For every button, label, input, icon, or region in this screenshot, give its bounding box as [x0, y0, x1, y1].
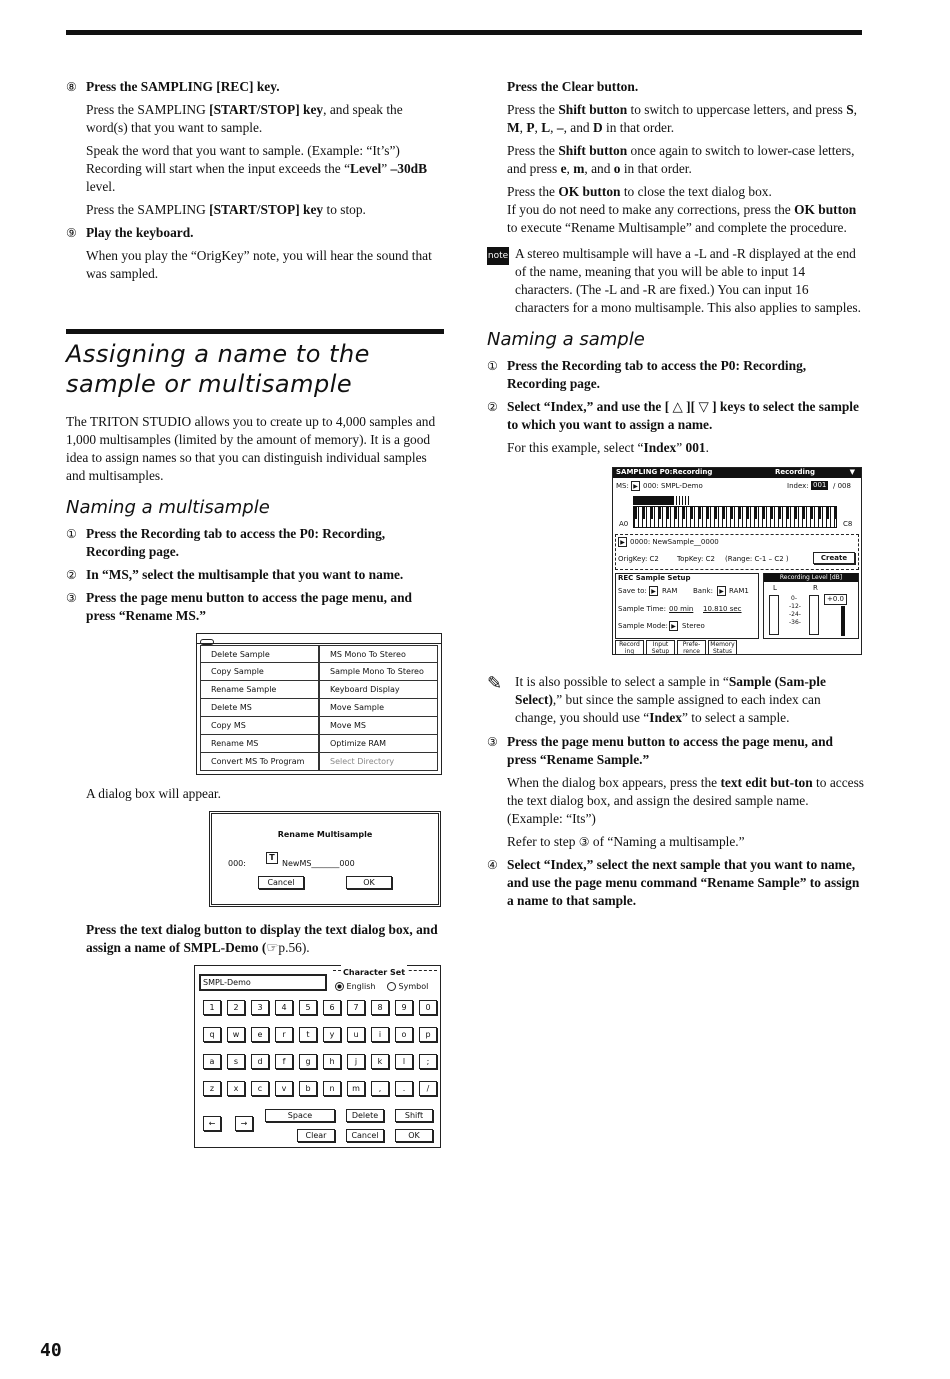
radio-selected-icon: [335, 982, 344, 991]
key-m[interactable]: m: [347, 1081, 365, 1096]
stereo[interactable]: Stereo: [682, 622, 705, 630]
meter-L: [769, 595, 779, 635]
text-dialog-step: Press the text dialog button to display the text dialog box, and assign a name of SMPL-Demo (☞p.56).: [86, 922, 438, 955]
note-icon: note: [487, 247, 509, 265]
screen-title-bar: SAMPLING P0:Recording Recording ▼: [613, 468, 861, 478]
ms-step-3: ③ Press the page menu button to access the page menu, and press “Rename MS.”: [66, 590, 412, 623]
key-t[interactable]: t: [299, 1027, 317, 1042]
key-k[interactable]: k: [371, 1054, 389, 1069]
page-tabs: [613, 640, 861, 655]
key-n[interactable]: n: [323, 1081, 341, 1096]
play-icon[interactable]: ▶: [649, 586, 658, 596]
meter-R: [809, 595, 819, 635]
pencil-icon: ✎: [487, 673, 503, 693]
shift-key[interactable]: Shift: [395, 1109, 433, 1122]
step-9: [66, 224, 444, 242]
play-icon[interactable]: ▶: [717, 586, 726, 596]
sec-value[interactable]: 10.810 sec: [703, 605, 742, 613]
key-i[interactable]: i: [371, 1027, 389, 1042]
page-menu-grid: [197, 644, 441, 774]
sample-time-label: Sample Time:: [618, 605, 666, 613]
rename-multisample-dialog: [209, 811, 441, 907]
left-column: [66, 78, 444, 1148]
saveto-label: Save to:: [618, 587, 647, 595]
text-dialog-keyboard: [194, 965, 441, 1148]
page-tab[interactable]: Prefe- rence: [677, 640, 706, 655]
paragraph: For this example, select “Index” 001.: [507, 440, 709, 455]
recording-page-screenshot: SAMPLING P0:Recording Recording ▼ MS: ▶ 000: SMPL-Demo Index: 001 / 008 A0 C8 ▶ 0000: NewSample__0000 OrigKey: C2 TopKey: C2 (Range: C-1 – C2 ) Create REC Sample Setup Save to: ▶ RAM Bank: ▶ RAM1 Sample Time: 00 min 10.810 sec Sample Mode: ▶ Stereo Recording Level [dB] L R 0- -12- -24- -36- +0.0 Record ing Input Setup Prefe- rence Memory Status: [612, 467, 862, 655]
paragraph: Press the OK button to close the text dialog box.: [507, 184, 772, 199]
sample-name[interactable]: 0000: NewSample__0000: [630, 538, 719, 546]
paragraph: Press the SAMPLING [START/STOP] key, and speak the word(s) that you want to sample.: [86, 102, 403, 135]
ok-key[interactable]: OK: [395, 1129, 433, 1142]
delete-key[interactable]: Delete: [346, 1109, 384, 1122]
paragraph: If you do not need to make any corrections, press the OK button to execute “Rename Multisample” and complete the procedure.: [507, 202, 857, 235]
page-tab[interactable]: Recording: [775, 468, 815, 476]
step-title: Press the SAMPLING [REC] key.: [86, 79, 280, 94]
key-s[interactable]: s: [227, 1054, 245, 1069]
key-b[interactable]: b: [299, 1081, 317, 1096]
play-icon[interactable]: ▶: [669, 621, 678, 631]
a0-label: A0: [619, 520, 629, 528]
key-,[interactable]: ,: [371, 1081, 389, 1096]
symbol-radio[interactable]: Symbol: [387, 978, 428, 996]
origkey[interactable]: OrigKey: C2: [618, 555, 659, 563]
top-rule: [66, 30, 862, 35]
key-.[interactable]: .: [395, 1081, 413, 1096]
paragraph: A dialog box will appear.: [86, 786, 221, 801]
keyboard-display: [633, 496, 837, 530]
key-r[interactable]: r: [275, 1027, 293, 1042]
key-w[interactable]: w: [227, 1027, 245, 1042]
page-tab[interactable]: Memory Status: [708, 640, 737, 655]
dialog-index: 000:: [228, 859, 246, 868]
topkey[interactable]: TopKey: C2: [677, 555, 715, 563]
menu-item[interactable]: Rename MS: [200, 735, 319, 753]
bank-label: Bank:: [693, 587, 713, 595]
play-icon[interactable]: ▶: [631, 481, 640, 491]
key-;[interactable]: ;: [419, 1054, 437, 1069]
paragraph: Press the Shift button to switch to uppercase letters, and press S, M, P, L, –, and D in that order.: [507, 102, 858, 135]
index-total: / 008: [833, 482, 851, 490]
subheading-multisample: Naming a multisample: [66, 497, 270, 518]
menu-item[interactable]: Optimize RAM: [319, 735, 438, 753]
right-column: [487, 78, 865, 915]
ms-step-2: ② In “MS,” select the multisample that you want to name.: [66, 567, 404, 582]
key-d[interactable]: d: [251, 1054, 269, 1069]
radio-empty-icon: [387, 982, 396, 991]
key-3[interactable]: 3: [251, 1000, 269, 1015]
dropdown-icon[interactable]: ▼: [849, 468, 855, 476]
paragraph: Recording will start when the input exceeds the “Level” –30dB level.: [86, 161, 428, 194]
range: (Range: C-1 – C2 ): [725, 555, 789, 563]
ram[interactable]: RAM: [662, 587, 678, 595]
cancel-button[interactable]: Cancel: [258, 876, 304, 889]
menu-item[interactable]: Select Directory: [319, 753, 438, 771]
menu-item[interactable]: MS Mono To Stereo: [319, 645, 438, 663]
key-f[interactable]: f: [275, 1054, 293, 1069]
key-5[interactable]: 5: [299, 1000, 317, 1015]
level-title: Recording Level [dB]: [764, 573, 858, 582]
dialog-title: Rename Multisample: [277, 830, 373, 839]
key-c[interactable]: c: [251, 1081, 269, 1096]
section-rule: [66, 329, 444, 399]
key-7[interactable]: 7: [347, 1000, 365, 1015]
min-value[interactable]: 00 min: [669, 605, 694, 613]
right-arrow-key[interactable]: →: [235, 1116, 253, 1131]
ms-name[interactable]: 000: SMPL-Demo: [643, 482, 703, 490]
level-value[interactable]: +0.0: [824, 594, 847, 605]
text-field[interactable]: SMPL-Demo: [199, 974, 327, 991]
charset-label: Character Set: [341, 964, 407, 982]
clear-key[interactable]: Clear: [297, 1129, 335, 1142]
menu-item[interactable]: Delete Sample: [200, 645, 319, 663]
paragraph: Press the Shift button once again to switch to lower-case letters, and press e, m, and o in that order.: [507, 143, 855, 176]
paragraph: Refer to step ③ of “Naming a multisample.”: [507, 834, 745, 849]
step-number: ⑧: [66, 80, 77, 94]
key-z[interactable]: z: [203, 1081, 221, 1096]
key-u[interactable]: u: [347, 1027, 365, 1042]
menu-item[interactable]: Move Sample: [319, 699, 438, 717]
ms-step-1: ① Press the Recording tab to access the P0: Recording, Recording page.: [66, 526, 386, 559]
index-label: Index:: [787, 482, 809, 490]
english-radio[interactable]: English: [335, 978, 375, 996]
section-heading: Assigning a name to the sample or multisample: [66, 340, 370, 398]
key-y[interactable]: y: [323, 1027, 341, 1042]
page-number: 40: [40, 1340, 62, 1361]
tip-block: [487, 673, 865, 727]
key-v[interactable]: v: [275, 1081, 293, 1096]
key-j[interactable]: j: [347, 1054, 365, 1069]
L-label: L: [773, 584, 777, 592]
intro-paragraph: The TRITON STUDIO allows you to create up to 4,000 samples and 1,000 multisamples (limited by the amount of memory). It is a good idea to assign names so that you can distinguish individual samples and multisamples.: [66, 414, 436, 483]
menu-item[interactable]: Sample Mono To Stereo: [319, 663, 438, 681]
page-tab[interactable]: Record ing: [615, 640, 644, 655]
page-menu-screenshot: [196, 633, 442, 775]
key-9[interactable]: 9: [395, 1000, 413, 1015]
step-title: Play the keyboard.: [86, 225, 194, 240]
key-l[interactable]: l: [395, 1054, 413, 1069]
ms-label: MS:: [616, 482, 629, 490]
sample-step-1: ① Press the Recording tab to access the P0: Recording, Recording page.: [487, 358, 807, 391]
page-tab[interactable]: Input Setup: [646, 640, 675, 655]
tip-text: It is also possible to select a sample in “Sample (Sam-ple Select),” but since the sample assigned to each index can change, you should use “Index” to select a sample.: [515, 674, 826, 725]
text-edit-icon[interactable]: T: [266, 852, 278, 864]
menu-item[interactable]: Delete MS: [200, 699, 319, 717]
menu-item[interactable]: Move MS: [319, 717, 438, 735]
space-key[interactable]: Space: [265, 1109, 335, 1122]
paragraph: When you play the “OrigKey” note, you will hear the sound that was sampled.: [86, 248, 432, 281]
level-slider[interactable]: [841, 606, 845, 636]
subheading-sample: Naming a sample: [487, 329, 645, 350]
key-2[interactable]: 2: [227, 1000, 245, 1015]
key-x[interactable]: x: [227, 1081, 245, 1096]
key-p[interactable]: p: [419, 1027, 437, 1042]
menu-item[interactable]: Copy Sample: [200, 663, 319, 681]
step-number: ⑨: [66, 226, 77, 240]
sample-step-3: ③ Press the page menu button to access the page menu, and press “Rename Sample.”: [487, 734, 833, 767]
index-value[interactable]: 001: [813, 481, 827, 489]
menu-item[interactable]: Keyboard Display: [319, 681, 438, 699]
page-menu-header: [197, 634, 441, 644]
c8-label: C8: [843, 520, 853, 528]
clear-step: Press the Clear button.: [507, 79, 639, 94]
create-button[interactable]: Create: [813, 552, 855, 564]
key-0[interactable]: 0: [419, 1000, 437, 1015]
menu-item[interactable]: Convert MS To Program: [200, 753, 319, 771]
ok-button[interactable]: OK: [346, 876, 392, 889]
paragraph: Speak the word that you want to sample. (Example: “It’s”): [86, 143, 400, 158]
step-8: [66, 78, 444, 96]
R-label: R: [813, 584, 818, 592]
key-g[interactable]: g: [299, 1054, 317, 1069]
left-arrow-key[interactable]: ←: [203, 1116, 221, 1131]
cancel-key[interactable]: Cancel: [346, 1129, 384, 1142]
menu-item[interactable]: Rename Sample: [200, 681, 319, 699]
key-o[interactable]: o: [395, 1027, 413, 1042]
key-/[interactable]: /: [419, 1081, 437, 1096]
key-1[interactable]: 1: [203, 1000, 221, 1015]
menu-item[interactable]: Copy MS: [200, 717, 319, 735]
note-block: [487, 245, 865, 317]
key-q[interactable]: q: [203, 1027, 221, 1042]
key-4[interactable]: 4: [275, 1000, 293, 1015]
sample-step-2: ② Select “Index,” and use the [ △ ][ ▽ ] keys to select the sample to which you want to assign a name.: [487, 399, 859, 432]
key-a[interactable]: a: [203, 1054, 221, 1069]
play-icon[interactable]: ▶: [618, 537, 627, 547]
note-text: A stereo multisample will have a -L and -R displayed at the end of the name, meaning that you will be able to input 14 characters. (The -L and -R are fixed.) You can input 16 characters for a mono multisample. This also applies to samples.: [515, 246, 861, 315]
ram1[interactable]: RAM1: [729, 587, 749, 595]
sample-mode-label: Sample Mode:: [618, 622, 668, 630]
paragraph: Press the SAMPLING [START/STOP] key to stop.: [86, 202, 366, 217]
key-h[interactable]: h: [323, 1054, 341, 1069]
key-e[interactable]: e: [251, 1027, 269, 1042]
key-6[interactable]: 6: [323, 1000, 341, 1015]
key-8[interactable]: 8: [371, 1000, 389, 1015]
paragraph: When the dialog box appears, press the text edit but-ton to access the text dialog box, and assign the desired sample name. (Example: “Its”): [507, 775, 865, 826]
dialog-name: NewMS_______000: [282, 859, 355, 868]
rec-setup-title: REC Sample Setup: [618, 574, 691, 582]
sample-step-4: ④ Select “Index,” select the next sample that you want to name, and use the page menu command “Rename Sample” to assign a name to that sample.: [487, 857, 860, 908]
